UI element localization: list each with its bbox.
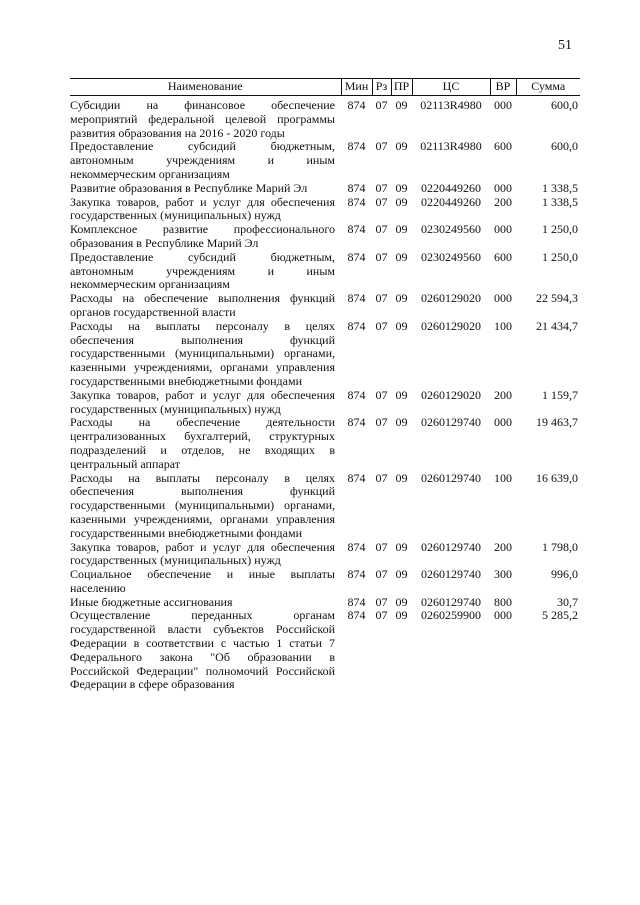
table-row xyxy=(70,609,580,692)
row-rz: 07 xyxy=(375,415,388,430)
row-vr: 000 xyxy=(494,291,512,306)
row-vr: 200 xyxy=(494,387,512,402)
row-sum: 1 250,0 xyxy=(542,222,578,237)
header-rz: Рз xyxy=(372,79,391,96)
table-row xyxy=(70,292,580,320)
row-cs: 0260129740 xyxy=(421,567,481,582)
row-pr: 09 xyxy=(395,318,408,333)
row-pr: 09 xyxy=(395,594,408,609)
header-cs: ЦС xyxy=(412,79,490,96)
row-rz: 07 xyxy=(375,567,388,582)
row-vr: 000 xyxy=(494,222,512,237)
row-rz: 07 xyxy=(375,594,388,609)
row-rz: 07 xyxy=(375,249,388,264)
row-cs: 0220449260 xyxy=(421,180,481,195)
row-vr: 000 xyxy=(494,415,512,430)
row-vr: 000 xyxy=(494,180,512,195)
row-pr: 09 xyxy=(395,470,408,485)
row-vr: 100 xyxy=(494,470,512,485)
row-rz: 07 xyxy=(375,139,388,154)
row-name: Иные бюджетные ассигнования xyxy=(70,594,233,609)
row-vr: 100 xyxy=(494,318,512,333)
row-pr: 09 xyxy=(395,98,408,112)
row-min: 874 xyxy=(347,180,366,195)
row-name: Осуществление переданных органам государственной власти субъектов Российской Федерации в соответствии с частью 1 статьи 7 Федерального закона "Об образовании в Российской Федерации" полномочий Российской Федерации в сфере образования xyxy=(70,608,335,692)
row-name: Закупка товаров, работ и услуг для обеспечения государственных (муниципальных) нужд xyxy=(70,387,335,416)
row-rz: 07 xyxy=(375,470,388,485)
table-row xyxy=(70,541,580,569)
row-pr: 09 xyxy=(395,387,408,402)
row-sum: 1 338,5 xyxy=(542,180,578,195)
row-cs: 0260129740 xyxy=(421,539,481,554)
row-sum: 600,0 xyxy=(551,98,578,112)
row-min: 874 xyxy=(347,594,366,609)
row-sum: 996,0 xyxy=(551,567,578,582)
row-min: 874 xyxy=(347,194,366,209)
table-row xyxy=(70,416,580,471)
row-cs: 0230249560 xyxy=(421,249,481,264)
row-pr: 09 xyxy=(395,608,408,623)
table-row xyxy=(70,596,580,610)
row-sum: 30,7 xyxy=(557,594,578,609)
row-pr: 09 xyxy=(395,291,408,306)
row-min: 874 xyxy=(347,539,366,554)
row-name: Субсидии на финансовое обеспечение мероприятий федеральной целевой программы развития образования на 2016 - 2020 годы xyxy=(70,98,335,140)
row-rz: 07 xyxy=(375,608,388,623)
row-name: Развитие образования в Республике Марий Эл xyxy=(70,180,308,195)
row-vr: 200 xyxy=(494,539,512,554)
row-name: Расходы на выплаты персоналу в целях обеспечения выполнения функций государственными (муниципальными) органами, казенными учреждениями, органами управления государственными внебюджетными фондами xyxy=(70,318,335,388)
row-name: Предоставление субсидий бюджетным, автономным учреждениям и иным некоммерческим организациям xyxy=(70,139,335,181)
row-vr: 000 xyxy=(494,608,512,623)
row-rz: 07 xyxy=(375,180,388,195)
page-number: 51 xyxy=(558,38,572,53)
row-pr: 09 xyxy=(395,139,408,154)
row-vr: 600 xyxy=(494,249,512,264)
row-name: Закупка товаров, работ и услуг для обеспечения государственных (муниципальных) нужд xyxy=(70,539,335,568)
row-sum: 19 463,7 xyxy=(536,415,578,430)
row-pr: 09 xyxy=(395,222,408,237)
budget-table xyxy=(70,78,580,692)
table-header xyxy=(70,79,580,96)
header-min: Мин xyxy=(341,79,372,96)
row-pr: 09 xyxy=(395,194,408,209)
table-row xyxy=(70,182,580,196)
row-min: 874 xyxy=(347,567,366,582)
row-sum: 21 434,7 xyxy=(536,318,578,333)
row-sum: 16 639,0 xyxy=(536,470,578,485)
table-row xyxy=(70,223,580,251)
table-body xyxy=(70,96,580,693)
table-row xyxy=(70,389,580,417)
row-min: 874 xyxy=(347,387,366,402)
row-cs: 02113R4980 xyxy=(420,139,482,154)
row-cs: 0260259900 xyxy=(421,608,481,623)
row-cs: 0260129740 xyxy=(421,470,481,485)
row-name: Комплексное развитие профессионального образования в Республике Марий Эл xyxy=(70,222,335,250)
row-min: 874 xyxy=(347,98,366,112)
row-min: 874 xyxy=(347,249,366,264)
row-sum: 1 250,0 xyxy=(542,249,578,264)
table-row xyxy=(70,472,580,541)
row-rz: 07 xyxy=(375,539,388,554)
row-rz: 07 xyxy=(375,98,388,112)
table-row xyxy=(70,96,580,141)
row-sum: 5 285,2 xyxy=(542,608,578,623)
row-pr: 09 xyxy=(395,415,408,430)
row-rz: 07 xyxy=(375,222,388,237)
row-name: Расходы на обеспечение деятельности централизованных бухгалтерий, структурных подразделений и отделов, не входящих в центральный аппарат xyxy=(70,415,335,471)
row-min: 874 xyxy=(347,291,366,306)
row-sum: 1 798,0 xyxy=(542,539,578,554)
row-vr: 300 xyxy=(494,567,512,582)
row-min: 874 xyxy=(347,415,366,430)
table-row xyxy=(70,140,580,181)
row-pr: 09 xyxy=(395,249,408,264)
row-cs: 0260129020 xyxy=(421,387,481,402)
row-vr: 000 xyxy=(494,98,512,112)
header-vr: ВР xyxy=(490,79,516,96)
row-vr: 800 xyxy=(494,594,512,609)
row-cs: 0260129740 xyxy=(421,415,481,430)
table-row xyxy=(70,320,580,389)
row-name: Закупка товаров, работ и услуг для обеспечения государственных (муниципальных) нужд xyxy=(70,194,335,223)
row-sum: 22 594,3 xyxy=(536,291,578,306)
row-name: Предоставление субсидий бюджетным, автономным учреждениям и иным некоммерческим организациям xyxy=(70,249,335,292)
row-pr: 09 xyxy=(395,567,408,582)
row-vr: 200 xyxy=(494,194,512,209)
row-cs: 0230249560 xyxy=(421,222,481,237)
table-row xyxy=(70,251,580,292)
row-min: 874 xyxy=(347,222,366,237)
row-cs: 02113R4980 xyxy=(420,98,482,112)
row-cs: 0260129020 xyxy=(421,318,481,333)
row-rz: 07 xyxy=(375,387,388,402)
row-pr: 09 xyxy=(395,539,408,554)
header-sum: Сумма xyxy=(516,79,580,96)
row-cs: 0260129020 xyxy=(421,291,481,306)
row-sum: 1 338,5 xyxy=(542,194,578,209)
table-row xyxy=(70,568,580,596)
row-name: Расходы на обеспечение выполнения функций органов государственной власти xyxy=(70,291,335,319)
row-min: 874 xyxy=(347,139,366,154)
header-pr: ПР xyxy=(391,79,412,96)
row-sum: 600,0 xyxy=(551,139,578,154)
row-name: Расходы на выплаты персоналу в целях обеспечения выполнения функций государственными (муниципальными) органами, казенными учреждениями, органами управления государственными внебюджетными фондами xyxy=(70,470,335,540)
row-cs: 0220449260 xyxy=(421,194,481,209)
header-name: Наименование xyxy=(70,79,341,96)
row-min: 874 xyxy=(347,470,366,485)
row-min: 874 xyxy=(347,318,366,333)
row-min: 874 xyxy=(347,608,366,623)
row-cs: 0260129740 xyxy=(421,594,481,609)
row-name: Социальное обеспечение и иные выплаты населению xyxy=(70,567,335,595)
row-sum: 1 159,7 xyxy=(542,387,578,402)
row-pr: 09 xyxy=(395,180,408,195)
row-vr: 600 xyxy=(494,139,512,154)
row-rz: 07 xyxy=(375,291,388,306)
row-rz: 07 xyxy=(375,318,388,333)
table-row xyxy=(70,196,580,224)
row-rz: 07 xyxy=(375,194,388,209)
